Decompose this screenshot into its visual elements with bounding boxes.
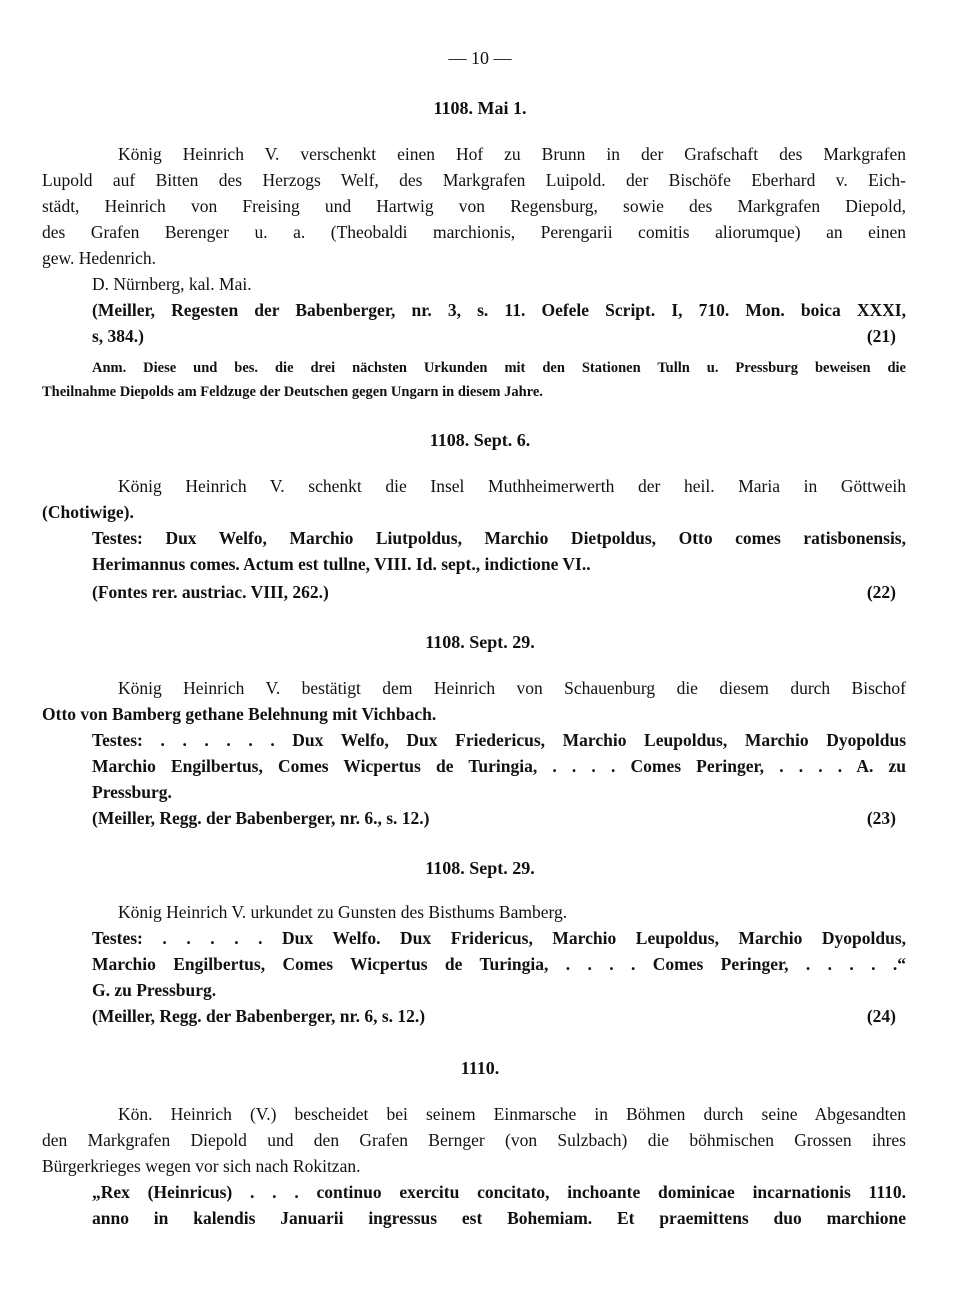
entry-note-line: Anm. Diese und bes. die drei nächsten Urkunden mit den Stationen Tulln u. Pressburg beweisen die xyxy=(92,360,906,376)
entry-text-line: König Heinrich V. verschenkt einen Hof zu Brunn in der Grafschaft des Markgrafen xyxy=(118,144,906,164)
entry-number: (24) xyxy=(866,1006,896,1026)
entry-text-line: König Heinrich V. bestätigt dem Heinrich von Schauenburg die diesem durch Bischof xyxy=(118,678,906,698)
entry-text-line: Pressburg. xyxy=(92,782,172,802)
entry-date-heading: 1108. Mai 1. xyxy=(433,98,527,118)
entry-witness-line: Testes: . . . . . Dux Welfo. Dux Fridericus, Marchio Leupoldus, Marchio Dyopoldus, xyxy=(92,928,906,948)
entry-source-line: (Meiller, Regg. der Babenberger, nr. 6., s. 12.) xyxy=(92,808,430,828)
entry-note-line: Theilnahme Diepolds am Feldzuge der Deutschen gegen Ungarn in diesem Jahre. xyxy=(42,384,543,400)
entry-date-heading: 1108. Sept. 29. xyxy=(425,858,535,878)
entry-witness-line: Herimannus comes. Actum est tullne, VIII. Id. sept., indictione VI.. xyxy=(92,554,591,574)
entry-date-heading: 1108. Sept. 29. xyxy=(425,632,535,652)
entry-witness-line: Marchio Engilbertus, Comes Wicpertus de Turingia, . . . . Comes Peringer, . . . . .“ xyxy=(92,954,906,974)
entry-text-line: des Grafen Berenger u. a. (Theobaldi marchionis, Perengarii comitis aliorumque) an einen xyxy=(42,222,906,242)
entry-number: (22) xyxy=(866,582,896,602)
entry-text-line: Otto von Bamberg gethane Belehnung mit Vichbach. xyxy=(42,704,437,724)
entry-number: (21) xyxy=(866,326,896,346)
entry-quote-line: anno in kalendis Januarii ingressus est Bohemiam. Et praemittens duo marchione xyxy=(92,1208,906,1228)
entry-text-line: G. zu Pressburg. xyxy=(92,980,217,1000)
entry-source-line: (Fontes rer. austriac. VIII, 262.) xyxy=(92,582,329,602)
entry-text-line: König Heinrich V. urkundet zu Gunsten des Bisthums Bamberg. xyxy=(118,902,568,922)
entry-source-line: (Meiller, Regesten der Babenberger, nr. 3, s. 11. Oefele Script. I, 710. Mon. boica XXXI, xyxy=(92,300,906,320)
page-number: — 10 — xyxy=(448,48,512,68)
entry-number: (23) xyxy=(866,808,896,828)
entry-text-line: Bürgerkrieges wegen vor sich nach Rokitzan. xyxy=(42,1156,361,1176)
entry-source-line: (Meiller, Regg. der Babenberger, nr. 6, s. 12.) xyxy=(92,1006,426,1026)
entry-text-line: den Markgrafen Diepold und den Grafen Bernger (von Sulzbach) die böhmischen Grossen ihres xyxy=(42,1130,906,1150)
entry-text-line: Lupold auf Bitten des Herzogs Welf, des Markgrafen Luipold. der Bischöfe Eberhard v. Eich- xyxy=(42,170,906,190)
entry-quote-line: „Rex (Heinricus) . . . continuo exercitu concitato, inchoante dominicae incarnationis 1110. xyxy=(92,1182,906,1202)
entry-date-heading: 1108. Sept. 6. xyxy=(429,430,531,450)
entry-witness-line: Testes: Dux Welfo, Marchio Liutpoldus, Marchio Dietpoldus, Otto comes ratisbonensis, xyxy=(92,528,906,548)
entry-witness-line: Marchio Engilbertus, Comes Wicpertus de Turingia, . . . . Comes Peringer, . . . . A. zu xyxy=(92,756,906,776)
entry-source-line: s, 384.) xyxy=(92,326,145,346)
entry-text-line: gew. Hedenrich. xyxy=(42,248,157,268)
entry-date-heading: 1110. xyxy=(460,1058,500,1078)
entry-text-line: Kön. Heinrich (V.) bescheidet bei seinem Einmarsche in Böhmen durch seine Abgesandten xyxy=(118,1104,906,1124)
entry-text-line: (Chotiwige). xyxy=(42,502,134,522)
entry-text-line: städt, Heinrich von Freising und Hartwig von Regensburg, sowie des Markgrafen Diepold, xyxy=(42,196,906,216)
entry-witness-line: Testes: . . . . . . Dux Welfo, Dux Friedericus, Marchio Leupoldus, Marchio Dyopoldus xyxy=(92,730,906,750)
entry-place-line: D. Nürnberg, kal. Mai. xyxy=(92,274,252,294)
entry-text-line: König Heinrich V. schenkt die Insel Muthheimerwerth der heil. Maria in Göttweih xyxy=(118,476,906,496)
